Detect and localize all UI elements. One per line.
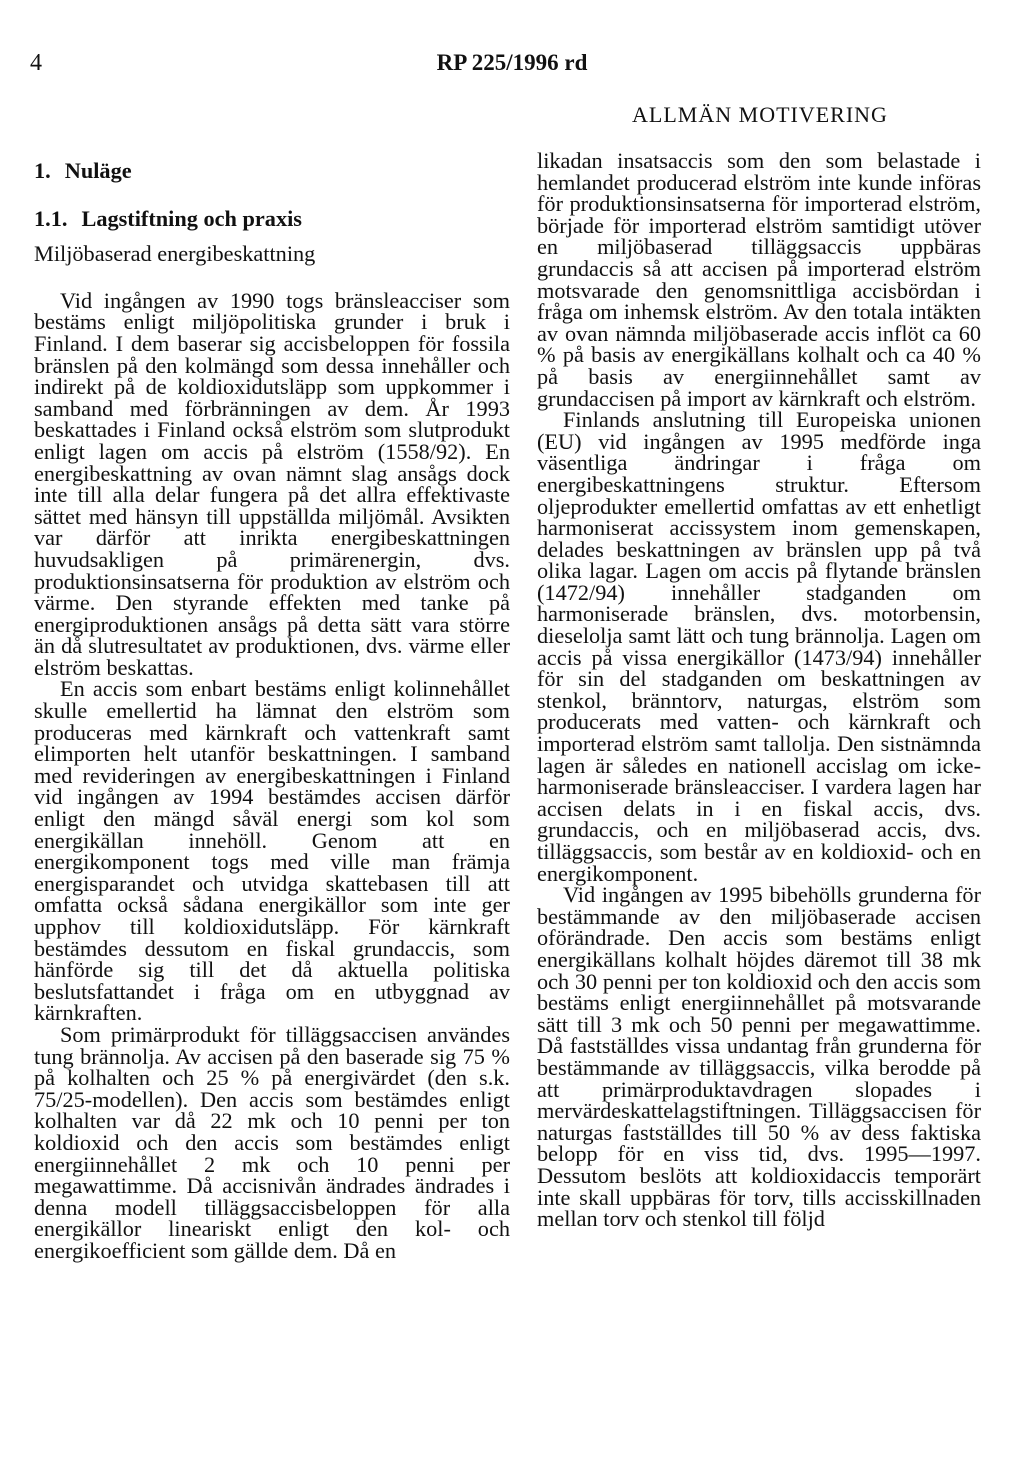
paragraph: Vid ingången av 1995 bibehölls grunderna för bestämmande av den miljöbaserade accisen oförändrade. Den accis som bestäms enligt energikällans kolhalt höjdes däremot till 38 mk och 30 penni per ton koldioxid och den accis som bestäms enligt energiinnehållet på motsvarande sätt till 3 mk och 50 penni per megawattimme. Då fastställdes vissa undantag från grunderna för bestämmande av tilläggsaccis, vilka berodde på att primärproduktavdragen slopades i mervärdeskattelagstiftningen. Tilläggsaccisen för naturgas fastställdes till 50 % av dess faktiska belopp för en viss tid, dvs. 1995—1997. Dessutom beslöts att koldioxidaccis temporärt inte skall uppbäras för torv, tills accisskillnaden mellan torv och stenkol till följd [537,882,981,1232]
paragraph: likadan insatsaccis som den som belastade i hemlandet producerad elström inte kunde införas för produktionsinsatserna för importerad elström, började för importerad elström samtidigt utöver en miljöbaserad tilläggsaccis uppbäras grundaccis så att accisen på importerad elström motsvarade den genomsnittliga accisbördan i fråga om inhemsk elström. Av den totala intäkten av ovan nämnda miljöbaserade accis inflöt ca 60 % på basis av energikällans kolhalt och ca 40 % på basis av energiinnehållet samt av grundaccisen på import av kärnkraft och elström. [537,148,981,411]
heading-2 [34,205,510,231]
paragraph: En accis som enbart bestäms enligt kolinnehållet skulle emellertid ha lämnat den elström som produceras med kärnkraft och vattenkraft samt elimporten helt utanför beskattningen. I samband med revideringen av energibeskattningen i Finland vid ingången av 1994 bestämdes accisen därför enligt den mängd såväl energi som kol som energikällan innehöll. Genom att en energikomponent togs med ville man främja energisparandet och utvidga skattebasen till att omfatta också sådana energikällor som inte ger upphov till koldioxidutsläpp. För kärnkraft bestämdes dessutom en fiskal grundaccis, som hänförde sig till det då aktuella politiska beslutsfattandet i fråga om en utbyggnad av kärnkraften. [34,676,510,1026]
section-title: ALLMÄN MOTIVERING [632,102,888,127]
heading-1-text: Nuläge [64,158,132,183]
heading-1-number: 1. [34,158,51,183]
heading-3: Miljöbaserad energibeskattning [34,241,316,267]
paragraph: Finlands anslutning till Europeiska unionen (EU) vid ingången av 1995 medförde inga väsentliga ändringar i fråga om energibeskattningens struktur. Eftersom oljeprodukter emellertid omfattas av ett enhetligt harmoniserat accissystem inom gemenskapen, delades beskattningen av bränslen upp på två olika lagar. Lagen om accis på flytande bränslen (1472/94) innehåller stadganden om harmoniserade bränslen, dvs. motorbensin, dieselolja samt lätt och tung brännolja. Lagen om accis på vissa energikällor (1473/94) innehåller för sin del stadganden om beskattningen av stenkol, bränntorv, naturgas, elström som producerats med vatten- och kärnkraft och importerad elström samt tallolja. Den sistnämnda lagen är således en nationell accislag om icke-harmoniserade bränsleacciser. I vardera lagen har accisen delats in i en fiskal accis, dvs. grundaccis, och en miljöbaserad accis, dvs. tilläggsaccis, som består av en koldioxid- och en energikomponent. [537,407,981,886]
paragraph: Vid ingången av 1990 togs bränsleacciser som bestäms enligt miljöpolitiska grunder i bruk i Finland. I dem baserar sig accisbeloppen för fossila bränslen på den kolmängd som dessa innehåller och indirekt på de koldioxidutsläpp som uppkommer i samband med förbränningen av dem. År 1993 beskattades i Finland också elström som slutprodukt enligt lagen om accis på elström (1558/92). En energibeskattning av ovan nämnt slag ansågs dock inte till alla delar fungera på det allra effektivaste sättet med hänsyn till uppställda miljömål. Avsikten var därför att inrikta energibeskattningen huvudsakligen på primärenergin, dvs. produktionsinsatserna för produktion av elström och värme. Den styrande effekten med tanke på energiproduktionen ansågs på detta sätt vara större än då slutresultatet av produktionen, dvs. värme eller elström beskattas. [34,287,510,680]
heading-2-number: 1.1. [34,205,68,231]
right-column [537,150,981,1230]
page-number: 4 [30,50,42,76]
document-id: RP 225/1996 rd [436,50,588,75]
left-column [34,150,510,1262]
paragraph: Som primärprodukt för tilläggsaccisen användes tung brännolja. Av accisen på den baserade sig 75 % på kolhalten och 25 % på energivärdet (den s.k. 75/25-modellen). Den accis som bestämdes enligt kolhalten var då 22 mk och 10 penni per ton koldioxid och den accis som bestämdes enligt energiinnehållet 2 mk och 10 penni per megawattimme. Då accisnivån ändrades ändrades i denna modell tilläggsaccisbeloppen för alla energikällor lineariskt enligt den kol- och energikoefficient som gällde dem. Då en [34,1021,510,1263]
heading-2-text: Lagstiftning och praxis [81,205,302,231]
heading-1 [34,160,510,182]
